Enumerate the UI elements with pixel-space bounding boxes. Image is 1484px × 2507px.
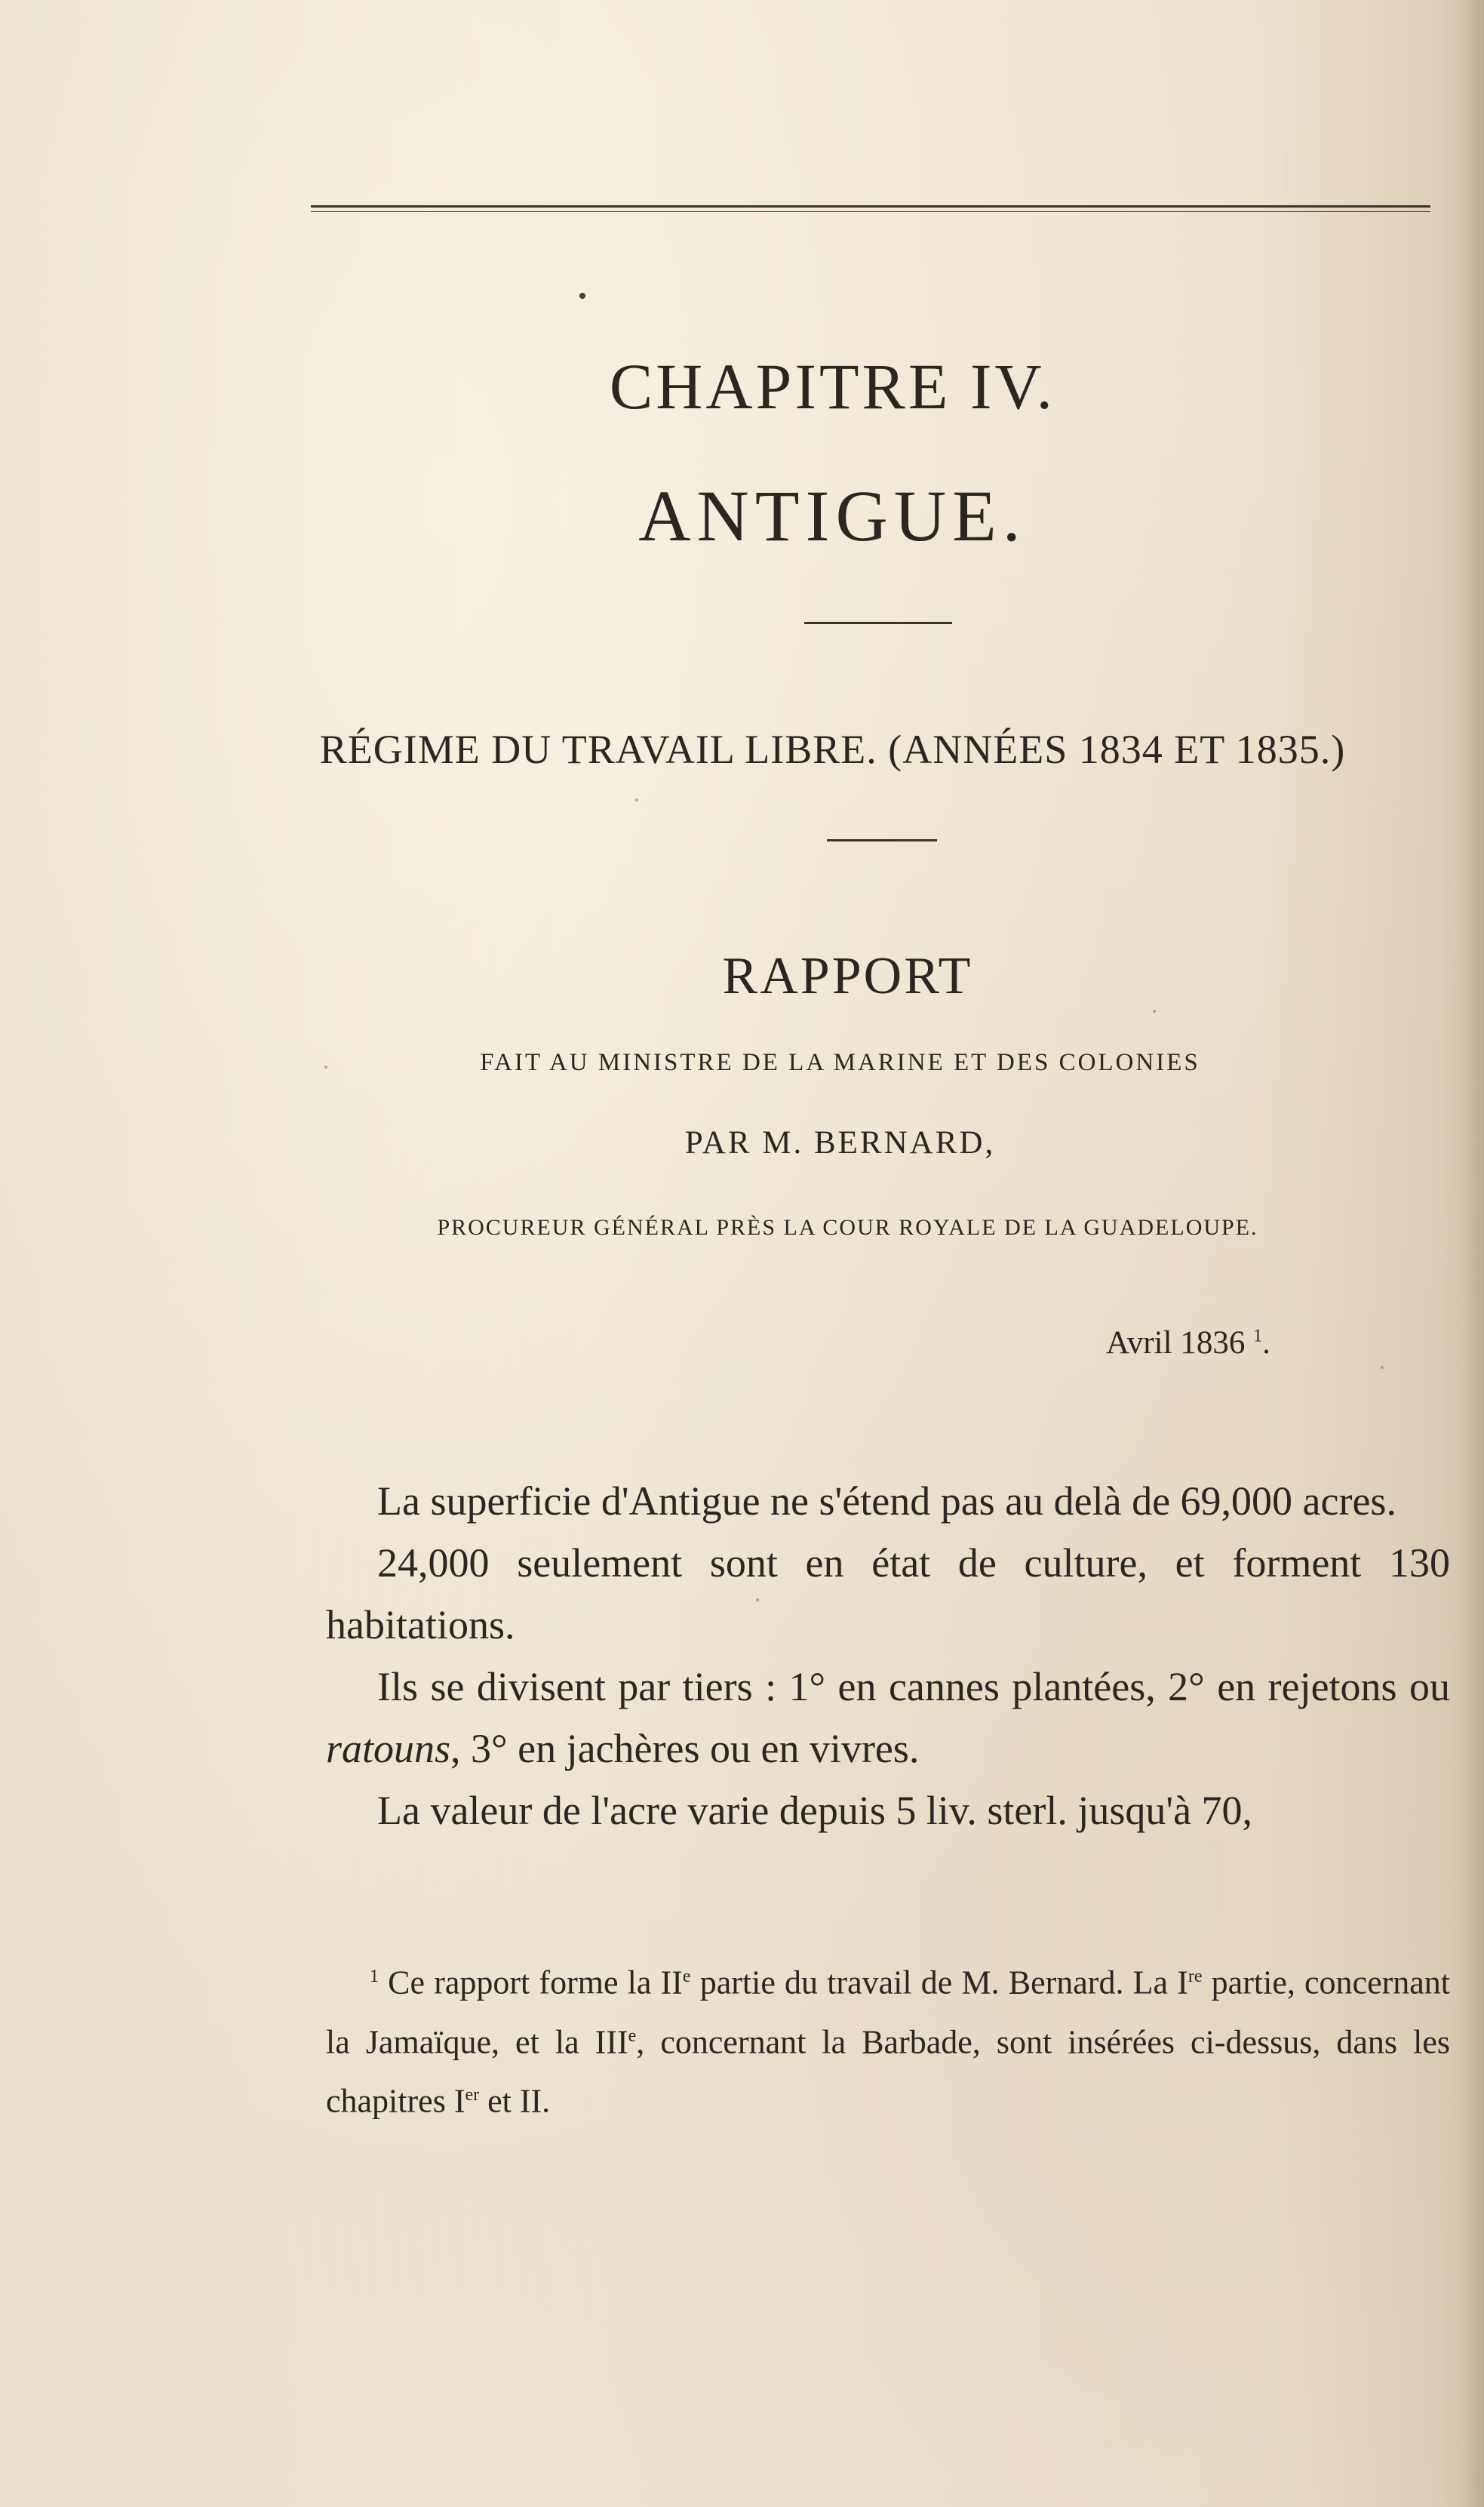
paragraph-superficie: La superficie d'Antigue ne s'étend pas au delà de 69,000 acres.	[377, 1478, 1396, 1524]
report-addressee: FAIT AU MINISTRE DE LA MARINE ET DES COLONIES	[480, 1049, 1200, 1076]
paper-speck	[1381, 1366, 1384, 1369]
paragraph-tiers-start: Ils se divisent par tiers : 1° en cannes plantées, 2° en rejetons ou	[377, 1664, 1450, 1709]
footnote-sup: er	[465, 2085, 480, 2106]
footnote-reference: 1	[1253, 1326, 1263, 1346]
report-author: PAR M. BERNARD,	[684, 1125, 996, 1161]
paper-speck	[324, 1066, 327, 1069]
paragraph-tiers-end: , 3° en jachères ou en vivres.	[450, 1726, 920, 1771]
footnote-part: , concernant la Barbade, sont insérées ci-dessus, dans les chapitres I	[326, 2023, 1450, 2120]
short-rule-2	[827, 839, 937, 841]
report-title: RAPPORT	[722, 947, 973, 1005]
footnote-sup: e	[628, 2026, 637, 2046]
paragraph-valeur: La valeur de l'acre varie depuis 5 liv. sterl. jusqu'à 70,	[377, 1788, 1253, 1833]
paper-speck	[635, 798, 638, 801]
top-double-rule	[311, 205, 1430, 212]
report-date: Avril 1836 $^1$.	[1106, 1325, 1270, 1361]
footnote-part: partie du travail de M. Bernard. La I	[690, 1964, 1188, 2001]
paper-speck	[756, 1598, 759, 1601]
paragraph-culture: 24,000 seulement sont en état de culture, et forment 130 habitations.	[326, 1540, 1450, 1647]
footnote-sup: re	[1188, 1967, 1203, 1986]
paper-speck	[1153, 1010, 1156, 1013]
body-text	[326, 1470, 1450, 1841]
ink-speck	[579, 293, 585, 299]
footnote-part: partie, concernant la Jamaïque, et la III	[326, 1964, 1451, 2061]
regime-subtitle: RÉGIME DU TRAVAIL LIBRE. (ANNÉES 1834 ET 1835.)	[319, 727, 1346, 772]
chapter-heading: CHAPITRE IV.	[609, 350, 1056, 423]
author-title: PROCUREUR GÉNÉRAL PRÈS LA COUR ROYALE DE LA GUADELOUPE.	[437, 1215, 1258, 1240]
short-rule-1	[804, 622, 952, 624]
chapter-title: ANTIGUE.	[638, 475, 1027, 556]
footnote-marker: 1	[370, 1967, 379, 1986]
footnote-text	[326, 1950, 1450, 2128]
footnote-part: Ce rapport forme la II	[379, 1964, 683, 2001]
report-date-text: Avril 1836	[1106, 1325, 1246, 1361]
footnote	[326, 1950, 1450, 2128]
footnote-part: et II.	[479, 2082, 551, 2120]
paragraph-tiers-italic: ratouns	[326, 1726, 451, 1771]
footnote-sup: e	[682, 1967, 691, 1986]
paragraph-tiers	[326, 1656, 1450, 1780]
